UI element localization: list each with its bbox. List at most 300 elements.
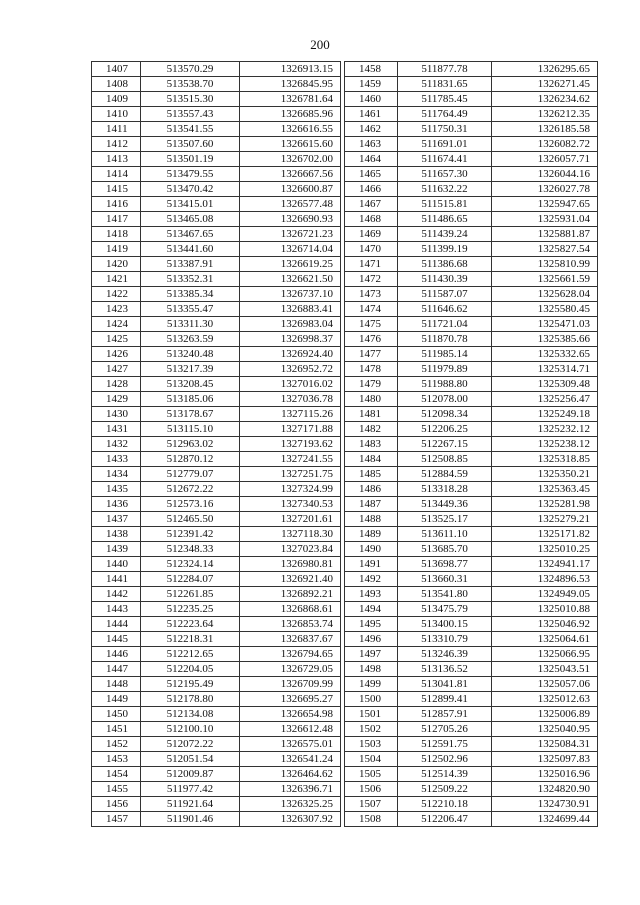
table-row [92, 182, 341, 197]
x-coordinate-cell: 512212.65 [141, 647, 240, 662]
table-row [92, 137, 341, 152]
point-number-cell: 1455 [92, 782, 141, 797]
table-row [345, 272, 598, 287]
x-coordinate-cell: 512072.22 [141, 737, 240, 752]
table-row [345, 647, 598, 662]
x-coordinate-cell: 513660.31 [398, 572, 492, 587]
y-coordinate-cell: 1327251.75 [240, 467, 341, 482]
table-row [345, 512, 598, 527]
table-row [345, 452, 598, 467]
x-coordinate-cell: 512870.12 [141, 452, 240, 467]
point-number-cell: 1420 [92, 257, 141, 272]
x-coordinate-cell: 512672.22 [141, 482, 240, 497]
x-coordinate-cell: 513611.10 [398, 527, 492, 542]
y-coordinate-cell: 1326781.64 [240, 92, 341, 107]
point-number-cell: 1464 [345, 152, 398, 167]
table-row [345, 767, 598, 782]
y-coordinate-cell: 1326702.00 [240, 152, 341, 167]
x-coordinate-cell: 513318.28 [398, 482, 492, 497]
y-coordinate-cell: 1326057.71 [492, 152, 598, 167]
table-row [92, 527, 341, 542]
y-coordinate-cell: 1326952.72 [240, 362, 341, 377]
y-coordinate-cell: 1326794.65 [240, 647, 341, 662]
x-coordinate-cell: 513570.29 [141, 62, 240, 77]
y-coordinate-cell: 1327115.26 [240, 407, 341, 422]
point-number-cell: 1482 [345, 422, 398, 437]
point-number-cell: 1508 [345, 812, 398, 827]
y-coordinate-cell: 1326998.37 [240, 332, 341, 347]
table-row [92, 482, 341, 497]
y-coordinate-cell: 1326307.92 [240, 812, 341, 827]
y-coordinate-cell: 1326271.45 [492, 77, 598, 92]
table-row [92, 302, 341, 317]
y-coordinate-cell: 1327118.30 [240, 527, 341, 542]
point-number-cell: 1427 [92, 362, 141, 377]
table-row [345, 467, 598, 482]
table-row [345, 557, 598, 572]
y-coordinate-cell: 1326464.62 [240, 767, 341, 782]
table-row [92, 647, 341, 662]
table-row [92, 467, 341, 482]
table-row [92, 287, 341, 302]
table-row [92, 437, 341, 452]
point-number-cell: 1454 [92, 767, 141, 782]
x-coordinate-cell: 513115.10 [141, 422, 240, 437]
y-coordinate-cell: 1326575.01 [240, 737, 341, 752]
y-coordinate-cell: 1326853.74 [240, 617, 341, 632]
y-coordinate-cell: 1325256.47 [492, 392, 598, 407]
point-number-cell: 1489 [345, 527, 398, 542]
x-coordinate-cell: 513441.60 [141, 242, 240, 257]
point-number-cell: 1409 [92, 92, 141, 107]
x-coordinate-cell: 511870.78 [398, 332, 492, 347]
table-row [345, 707, 598, 722]
point-number-cell: 1480 [345, 392, 398, 407]
table-row [92, 317, 341, 332]
y-coordinate-cell: 1326924.40 [240, 347, 341, 362]
y-coordinate-cell: 1325171.82 [492, 527, 598, 542]
table-row [92, 257, 341, 272]
table-row [92, 152, 341, 167]
x-coordinate-cell: 513246.39 [398, 647, 492, 662]
table-row [345, 797, 598, 812]
point-number-cell: 1496 [345, 632, 398, 647]
y-coordinate-cell: 1326325.25 [240, 797, 341, 812]
table-row [92, 212, 341, 227]
y-coordinate-cell: 1327023.84 [240, 542, 341, 557]
table-row [345, 257, 598, 272]
y-coordinate-cell: 1325628.04 [492, 287, 598, 302]
x-coordinate-cell: 513470.42 [141, 182, 240, 197]
table-row [345, 632, 598, 647]
point-number-cell: 1502 [345, 722, 398, 737]
point-number-cell: 1465 [345, 167, 398, 182]
y-coordinate-cell: 1326729.05 [240, 662, 341, 677]
y-coordinate-cell: 1324941.17 [492, 557, 598, 572]
x-coordinate-cell: 513208.45 [141, 377, 240, 392]
point-number-cell: 1505 [345, 767, 398, 782]
table-row [345, 197, 598, 212]
y-coordinate-cell: 1327193.62 [240, 437, 341, 452]
point-number-cell: 1506 [345, 782, 398, 797]
x-coordinate-cell: 512324.14 [141, 557, 240, 572]
table-row [345, 152, 598, 167]
x-coordinate-cell: 513415.01 [141, 197, 240, 212]
x-coordinate-cell: 511657.30 [398, 167, 492, 182]
y-coordinate-cell: 1325661.59 [492, 272, 598, 287]
table-row [92, 782, 341, 797]
table-row [345, 542, 598, 557]
y-coordinate-cell: 1325232.12 [492, 422, 598, 437]
table-row [92, 197, 341, 212]
y-coordinate-cell: 1326714.04 [240, 242, 341, 257]
x-coordinate-cell: 513475.79 [398, 602, 492, 617]
table-row [92, 632, 341, 647]
point-number-cell: 1487 [345, 497, 398, 512]
point-number-cell: 1463 [345, 137, 398, 152]
table-row [345, 332, 598, 347]
x-coordinate-cell: 512705.26 [398, 722, 492, 737]
table-row [92, 542, 341, 557]
point-number-cell: 1477 [345, 347, 398, 362]
point-number-cell: 1493 [345, 587, 398, 602]
y-coordinate-cell: 1325040.95 [492, 722, 598, 737]
table-row [92, 512, 341, 527]
point-number-cell: 1501 [345, 707, 398, 722]
y-coordinate-cell: 1324949.05 [492, 587, 598, 602]
table-row [92, 242, 341, 257]
x-coordinate-cell: 512591.75 [398, 737, 492, 752]
table-row [92, 692, 341, 707]
point-number-cell: 1441 [92, 572, 141, 587]
point-number-cell: 1430 [92, 407, 141, 422]
y-coordinate-cell: 1325016.96 [492, 767, 598, 782]
table-row [92, 557, 341, 572]
point-number-cell: 1498 [345, 662, 398, 677]
y-coordinate-cell: 1326619.25 [240, 257, 341, 272]
y-coordinate-cell: 1325318.85 [492, 452, 598, 467]
y-coordinate-cell: 1324896.53 [492, 572, 598, 587]
y-coordinate-cell: 1326883.41 [240, 302, 341, 317]
x-coordinate-cell: 513310.79 [398, 632, 492, 647]
point-number-cell: 1442 [92, 587, 141, 602]
x-coordinate-cell: 512884.59 [398, 467, 492, 482]
table-row [345, 302, 598, 317]
point-number-cell: 1433 [92, 452, 141, 467]
point-number-cell: 1453 [92, 752, 141, 767]
y-coordinate-cell: 1325046.92 [492, 617, 598, 632]
y-coordinate-cell: 1326621.50 [240, 272, 341, 287]
x-coordinate-cell: 511430.39 [398, 272, 492, 287]
table-row [345, 92, 598, 107]
table-row [345, 122, 598, 137]
x-coordinate-cell: 511921.64 [141, 797, 240, 812]
point-number-cell: 1497 [345, 647, 398, 662]
table-row [92, 62, 341, 77]
table-row [345, 722, 598, 737]
x-coordinate-cell: 512963.02 [141, 437, 240, 452]
table-row [345, 752, 598, 767]
table-row [92, 107, 341, 122]
point-number-cell: 1450 [92, 707, 141, 722]
y-coordinate-cell: 1326600.87 [240, 182, 341, 197]
x-coordinate-cell: 513352.31 [141, 272, 240, 287]
table-row [92, 347, 341, 362]
y-coordinate-cell: 1325332.65 [492, 347, 598, 362]
y-coordinate-cell: 1326709.99 [240, 677, 341, 692]
x-coordinate-cell: 512134.08 [141, 707, 240, 722]
y-coordinate-cell: 1325010.88 [492, 602, 598, 617]
point-number-cell: 1471 [345, 257, 398, 272]
x-coordinate-cell: 513400.15 [398, 617, 492, 632]
x-coordinate-cell: 512078.00 [398, 392, 492, 407]
y-coordinate-cell: 1326577.48 [240, 197, 341, 212]
point-number-cell: 1437 [92, 512, 141, 527]
x-coordinate-cell: 512573.16 [141, 497, 240, 512]
y-coordinate-cell: 1325471.03 [492, 317, 598, 332]
x-coordinate-cell: 513355.47 [141, 302, 240, 317]
y-coordinate-cell: 1326612.48 [240, 722, 341, 737]
y-coordinate-cell: 1326868.61 [240, 602, 341, 617]
x-coordinate-cell: 511985.14 [398, 347, 492, 362]
point-number-cell: 1479 [345, 377, 398, 392]
x-coordinate-cell: 511691.01 [398, 137, 492, 152]
point-number-cell: 1438 [92, 527, 141, 542]
x-coordinate-cell: 512348.33 [141, 542, 240, 557]
point-number-cell: 1416 [92, 197, 141, 212]
point-number-cell: 1448 [92, 677, 141, 692]
x-coordinate-cell: 511646.62 [398, 302, 492, 317]
point-number-cell: 1481 [345, 407, 398, 422]
y-coordinate-cell: 1326615.60 [240, 137, 341, 152]
x-coordinate-cell: 513525.17 [398, 512, 492, 527]
table-row [92, 122, 341, 137]
x-coordinate-cell: 513479.55 [141, 167, 240, 182]
point-number-cell: 1503 [345, 737, 398, 752]
x-coordinate-cell: 513698.77 [398, 557, 492, 572]
x-coordinate-cell: 512218.31 [141, 632, 240, 647]
x-coordinate-cell: 511785.45 [398, 92, 492, 107]
point-number-cell: 1456 [92, 797, 141, 812]
table-row [345, 77, 598, 92]
point-number-cell: 1500 [345, 692, 398, 707]
point-number-cell: 1474 [345, 302, 398, 317]
point-number-cell: 1485 [345, 467, 398, 482]
point-number-cell: 1415 [92, 182, 141, 197]
point-number-cell: 1413 [92, 152, 141, 167]
x-coordinate-cell: 512779.07 [141, 467, 240, 482]
table-row [345, 692, 598, 707]
y-coordinate-cell: 1325580.45 [492, 302, 598, 317]
point-number-cell: 1475 [345, 317, 398, 332]
point-number-cell: 1452 [92, 737, 141, 752]
x-coordinate-cell: 513311.30 [141, 317, 240, 332]
x-coordinate-cell: 511901.46 [141, 812, 240, 827]
point-number-cell: 1483 [345, 437, 398, 452]
point-number-cell: 1449 [92, 692, 141, 707]
x-coordinate-cell: 513685.70 [398, 542, 492, 557]
page-number: 200 [310, 37, 330, 52]
y-coordinate-cell: 1326721.23 [240, 227, 341, 242]
x-coordinate-cell: 512267.15 [398, 437, 492, 452]
x-coordinate-cell: 512178.80 [141, 692, 240, 707]
table-row [92, 92, 341, 107]
table-row [92, 227, 341, 242]
point-number-cell: 1445 [92, 632, 141, 647]
point-number-cell: 1428 [92, 377, 141, 392]
table-row [345, 617, 598, 632]
table-row [92, 422, 341, 437]
table-row [92, 737, 341, 752]
table-row [345, 107, 598, 122]
y-coordinate-cell: 1326983.04 [240, 317, 341, 332]
point-number-cell: 1444 [92, 617, 141, 632]
y-coordinate-cell: 1326654.98 [240, 707, 341, 722]
x-coordinate-cell: 512502.96 [398, 752, 492, 767]
x-coordinate-cell: 511399.19 [398, 242, 492, 257]
y-coordinate-cell: 1326185.58 [492, 122, 598, 137]
point-number-cell: 1425 [92, 332, 141, 347]
y-coordinate-cell: 1325043.51 [492, 662, 598, 677]
table-row [345, 62, 598, 77]
table-row [345, 422, 598, 437]
y-coordinate-cell: 1326685.96 [240, 107, 341, 122]
point-number-cell: 1507 [345, 797, 398, 812]
y-coordinate-cell: 1326212.35 [492, 107, 598, 122]
y-coordinate-cell: 1325279.21 [492, 512, 598, 527]
table-row [92, 767, 341, 782]
x-coordinate-cell: 512195.49 [141, 677, 240, 692]
table-row [92, 707, 341, 722]
table-row [345, 182, 598, 197]
point-number-cell: 1410 [92, 107, 141, 122]
point-number-cell: 1447 [92, 662, 141, 677]
x-coordinate-cell: 511515.81 [398, 197, 492, 212]
point-number-cell: 1459 [345, 77, 398, 92]
y-coordinate-cell: 1325066.95 [492, 647, 598, 662]
point-number-cell: 1494 [345, 602, 398, 617]
y-coordinate-cell: 1325281.98 [492, 497, 598, 512]
table-row [345, 572, 598, 587]
x-coordinate-cell: 511977.42 [141, 782, 240, 797]
table-row [345, 677, 598, 692]
x-coordinate-cell: 513538.70 [141, 77, 240, 92]
x-coordinate-cell: 512098.34 [398, 407, 492, 422]
table-row [92, 812, 341, 827]
x-coordinate-cell: 513041.81 [398, 677, 492, 692]
x-coordinate-cell: 512210.18 [398, 797, 492, 812]
table-row [92, 272, 341, 287]
x-coordinate-cell: 513385.34 [141, 287, 240, 302]
table-row [345, 392, 598, 407]
point-number-cell: 1446 [92, 647, 141, 662]
point-number-cell: 1467 [345, 197, 398, 212]
y-coordinate-cell: 1325249.18 [492, 407, 598, 422]
table-row [345, 587, 598, 602]
y-coordinate-cell: 1324699.44 [492, 812, 598, 827]
y-coordinate-cell: 1326295.65 [492, 62, 598, 77]
point-number-cell: 1491 [345, 557, 398, 572]
point-number-cell: 1470 [345, 242, 398, 257]
point-number-cell: 1451 [92, 722, 141, 737]
table-row [345, 347, 598, 362]
x-coordinate-cell: 512391.42 [141, 527, 240, 542]
table-row [345, 437, 598, 452]
table-row [92, 497, 341, 512]
x-coordinate-cell: 511721.04 [398, 317, 492, 332]
table-row [345, 812, 598, 827]
x-coordinate-cell: 512857.91 [398, 707, 492, 722]
table-row [92, 377, 341, 392]
point-number-cell: 1486 [345, 482, 398, 497]
y-coordinate-cell: 1326837.67 [240, 632, 341, 647]
y-coordinate-cell: 1325385.66 [492, 332, 598, 347]
table-row [345, 602, 598, 617]
y-coordinate-cell: 1326913.15 [240, 62, 341, 77]
y-coordinate-cell: 1325097.83 [492, 752, 598, 767]
x-coordinate-cell: 511979.89 [398, 362, 492, 377]
y-coordinate-cell: 1326737.10 [240, 287, 341, 302]
x-coordinate-cell: 513449.36 [398, 497, 492, 512]
y-coordinate-cell: 1325238.12 [492, 437, 598, 452]
y-coordinate-cell: 1326667.56 [240, 167, 341, 182]
y-coordinate-cell: 1326980.81 [240, 557, 341, 572]
y-coordinate-cell: 1326616.55 [240, 122, 341, 137]
y-coordinate-cell: 1325006.89 [492, 707, 598, 722]
x-coordinate-cell: 513178.67 [141, 407, 240, 422]
x-coordinate-cell: 513136.52 [398, 662, 492, 677]
point-number-cell: 1411 [92, 122, 141, 137]
point-number-cell: 1466 [345, 182, 398, 197]
y-coordinate-cell: 1327171.88 [240, 422, 341, 437]
y-coordinate-cell: 1326234.62 [492, 92, 598, 107]
point-number-cell: 1476 [345, 332, 398, 347]
point-number-cell: 1460 [345, 92, 398, 107]
y-coordinate-cell: 1325363.45 [492, 482, 598, 497]
table-row [345, 662, 598, 677]
y-coordinate-cell: 1326921.40 [240, 572, 341, 587]
point-number-cell: 1484 [345, 452, 398, 467]
point-number-cell: 1457 [92, 812, 141, 827]
y-coordinate-cell: 1325931.04 [492, 212, 598, 227]
x-coordinate-cell: 511632.22 [398, 182, 492, 197]
point-number-cell: 1490 [345, 542, 398, 557]
x-coordinate-cell: 512509.22 [398, 782, 492, 797]
y-coordinate-cell: 1325309.48 [492, 377, 598, 392]
x-coordinate-cell: 512899.41 [398, 692, 492, 707]
y-coordinate-cell: 1326027.78 [492, 182, 598, 197]
y-coordinate-cell: 1324730.91 [492, 797, 598, 812]
x-coordinate-cell: 512100.10 [141, 722, 240, 737]
point-number-cell: 1443 [92, 602, 141, 617]
x-coordinate-cell: 513185.06 [141, 392, 240, 407]
x-coordinate-cell: 511587.07 [398, 287, 492, 302]
point-number-cell: 1421 [92, 272, 141, 287]
table-row [92, 662, 341, 677]
table-row [92, 602, 341, 617]
point-number-cell: 1408 [92, 77, 141, 92]
table-row [92, 452, 341, 467]
y-coordinate-cell: 1326541.24 [240, 752, 341, 767]
x-coordinate-cell: 513501.19 [141, 152, 240, 167]
x-coordinate-cell: 513387.91 [141, 257, 240, 272]
x-coordinate-cell: 511674.41 [398, 152, 492, 167]
x-coordinate-cell: 511877.78 [398, 62, 492, 77]
point-number-cell: 1434 [92, 467, 141, 482]
x-coordinate-cell: 511831.65 [398, 77, 492, 92]
table-row [92, 332, 341, 347]
x-coordinate-cell: 512204.05 [141, 662, 240, 677]
